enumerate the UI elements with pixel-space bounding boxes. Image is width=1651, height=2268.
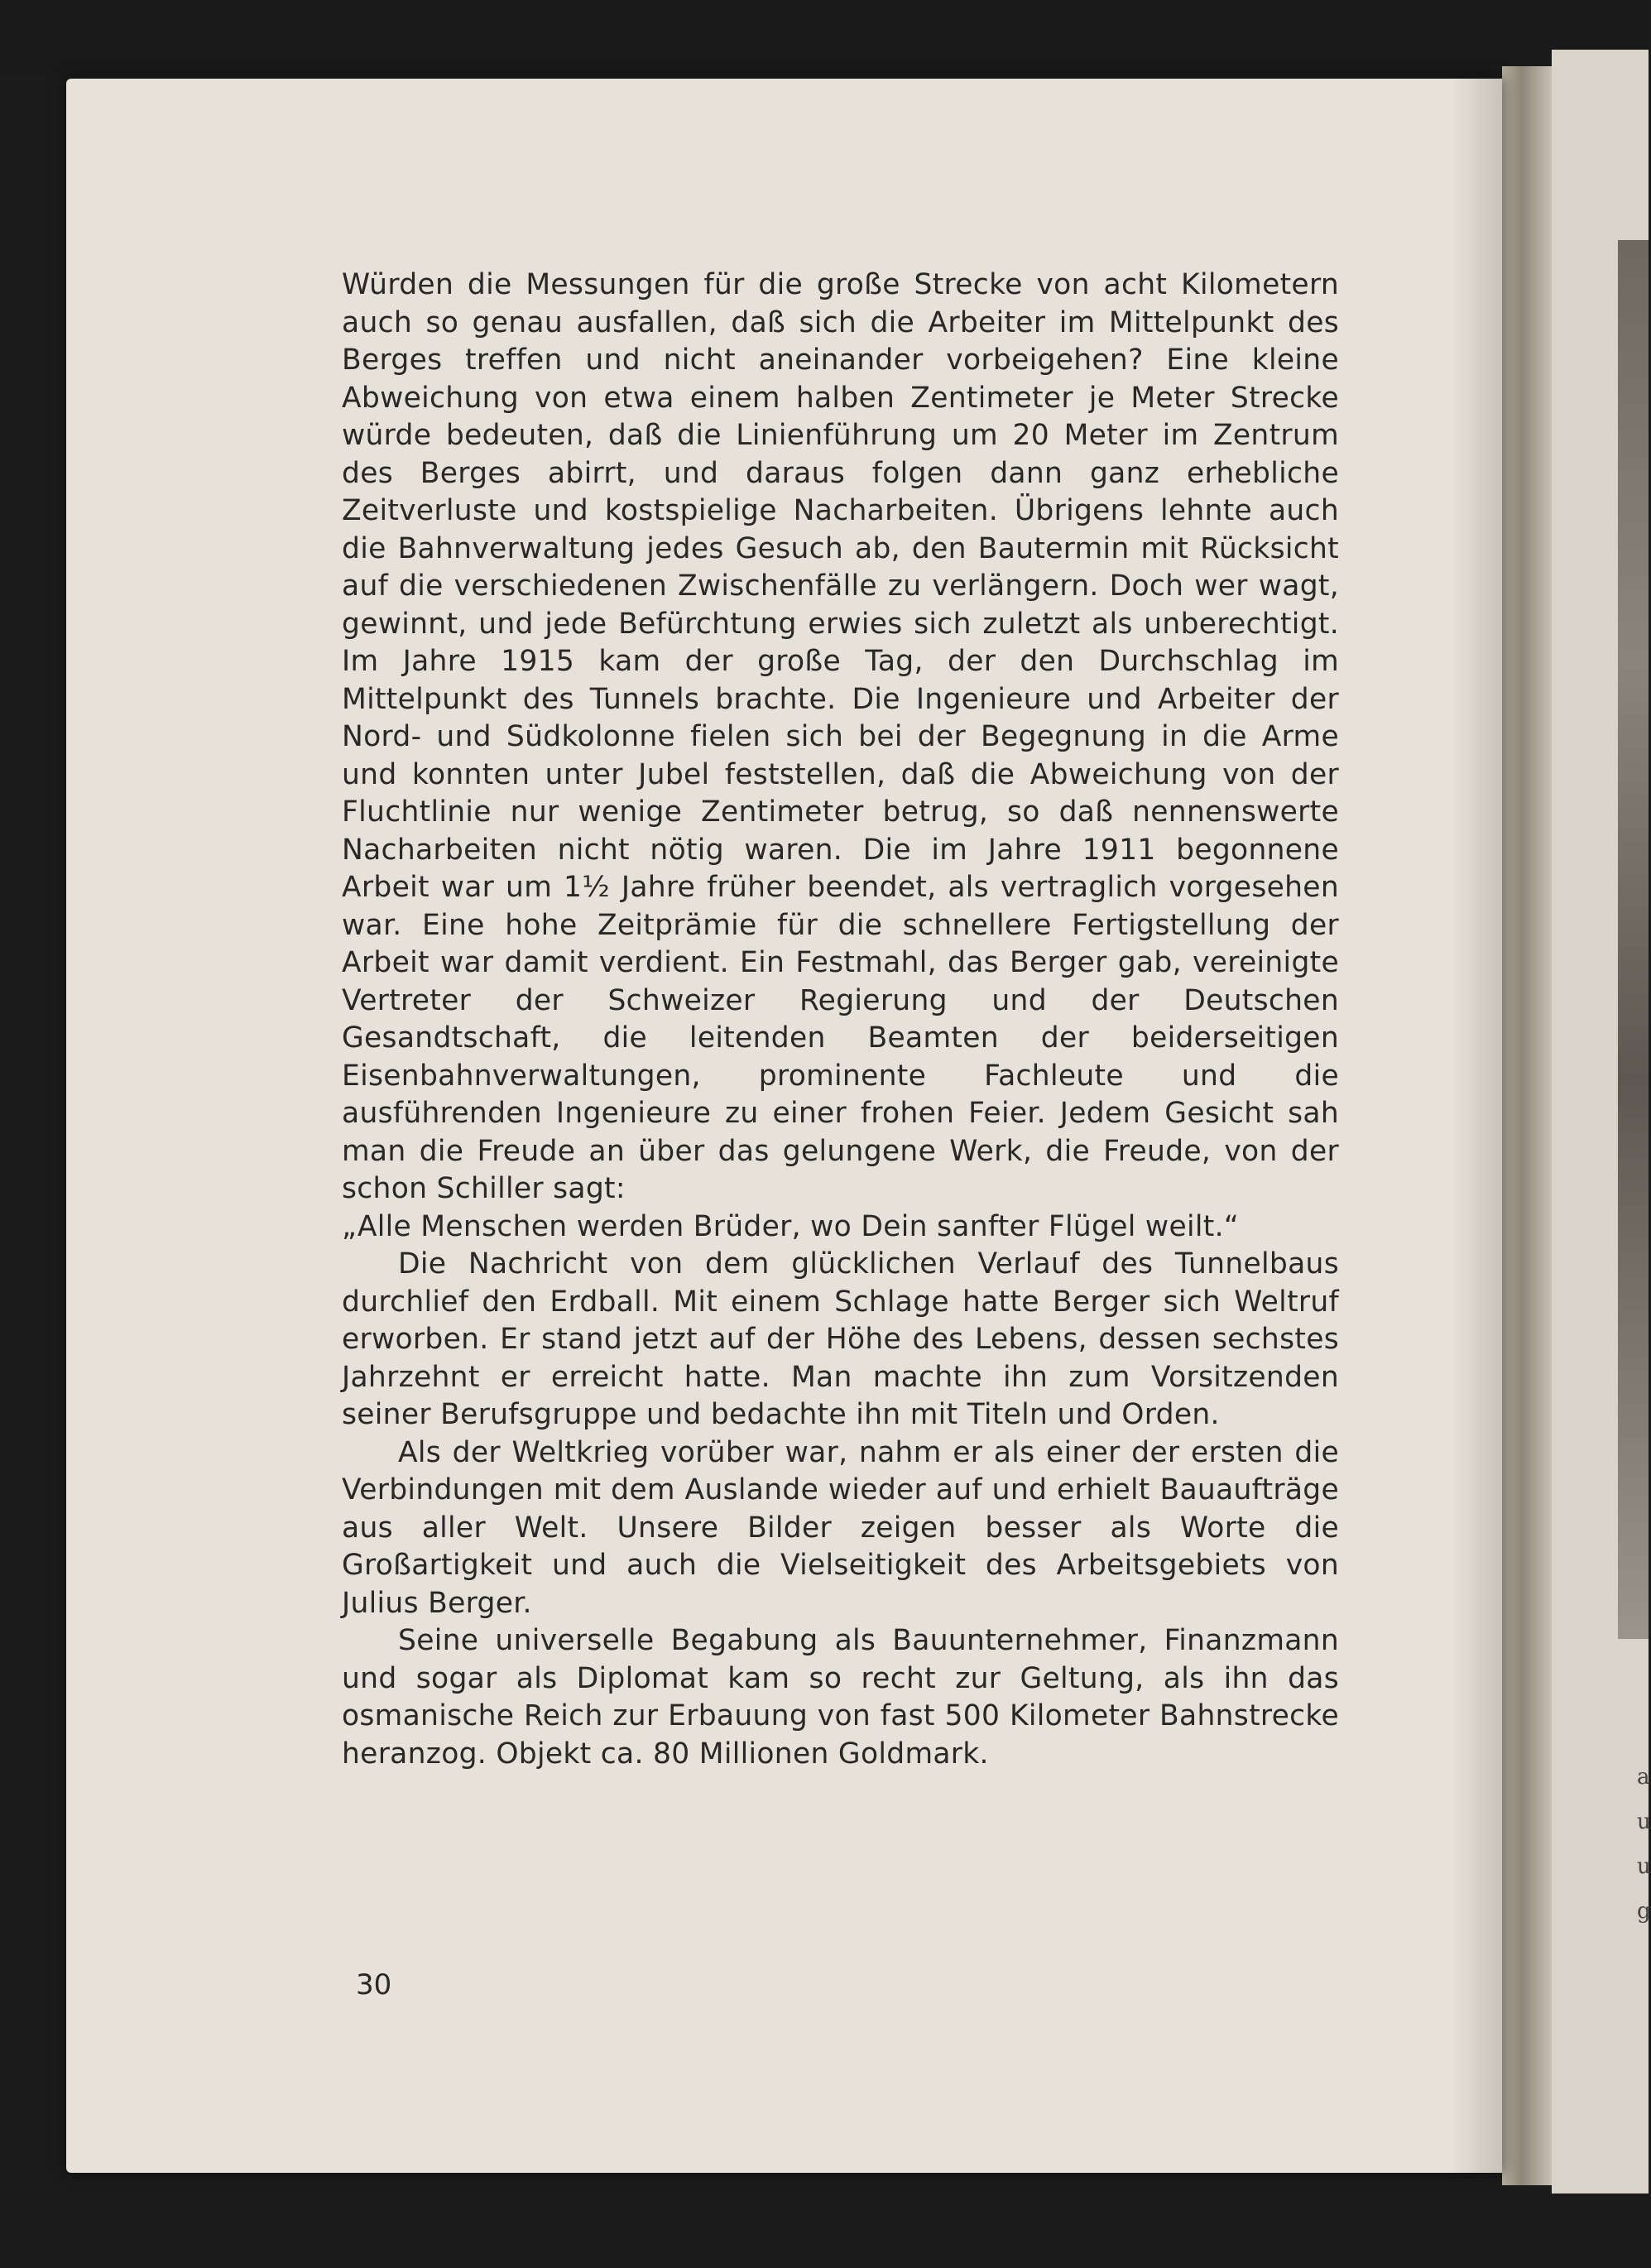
edge-char: g [1637, 1899, 1651, 1924]
book-gutter [1502, 66, 1552, 2185]
edge-char: u [1637, 1854, 1651, 1879]
page-text [342, 267, 1339, 1773]
edge-char: u [1637, 1809, 1651, 1834]
paragraph: Seine universelle Begabung als Bauunternehmer, Finanzmann und sogar als Diplomat kam so recht zur Geltung, als ihn das osmanische Reich zur Erbauung von fast 500 Kilometer Bahnstrecke heranzog. Objekt ca. 80 Millionen Goldmark. [342, 1624, 1339, 1771]
facing-page-photo [1618, 240, 1649, 1639]
paragraph: Die Nachricht von dem glücklichen Verlauf des Tunnelbaus durchlief den Erdball. Mit einem Schlage hatte Berger sich Weltruf erworben. Er stand jetzt auf der Höhe des Lebens, dessen sechstes Jahrzehnt er erreicht hatte. Man machte ihn zum Vorsitzenden seiner Berufsgruppe und bedachte ihn mit Titeln und Orden. [342, 1247, 1339, 1431]
quote-paragraph: „Alle Menschen werden Brüder, wo Dein sanfter Flügel weilt.“ [342, 1209, 1240, 1243]
paragraph: Als der Weltkrieg vorüber war, nahm er als einer der ersten die Verbindungen mit dem Auslande wieder auf und erhielt Bauaufträge aus aller Welt. Unsere Bilder zeigen besser als Worte die Großartigkeit und auch die Vielseitigkeit des Arbeitsgebiets von Julius Berger. [342, 1435, 1339, 1620]
background-top [0, 0, 1649, 74]
facing-page-edge-text [1637, 1755, 1649, 1934]
page-number: 30 [356, 1968, 392, 2001]
paragraph: Würden die Messungen für die große Strecke von acht Kilometern auch so genau ausfallen, daß sich die Arbeiter im Mittelpunkt des Berges treffen und nicht aneinander vorbeigehen? Eine kleine Abweichung von etwa einem halben Zentimeter je Meter Strecke würde bedeuten, daß die Linienführung um 20 Meter im Zentrum des Berges abirrt, und daraus folgen dann ganz erhebliche Zeitverluste und kostspielige Nacharbeiten. Übrigens lehnte auch die Bahnverwaltung jedes Gesuch ab, den Bautermin mit Rücksicht auf die verschiedenen Zwischenfälle zu verlängern. Doch wer wagt, gewinnt, und jede Befürchtung erwies sich zuletzt als unberechtigt. Im Jahre 1915 kam der große Tag, der den Durchschlag im Mittelpunkt des Tunnels brachte. Die Ingenieure und Arbeiter der Nord- und Südkolonne fielen sich bei der Begegnung in die Arme und konnten unter Jubel feststellen, daß die Abweichung von der Fluchtlinie nur wenige Zentimeter betrug, so daß nennenswerte Nacharbeiten nicht nötig waren. Die im Jahre 1911 begonnene Arbeit war um 1½ Jahre früher beendet, als vertraglich vorgesehen war. Eine hohe Zeitprämie für die schnellere Fertigstellung der Arbeit war damit verdient. Ein Festmahl, das Berger gab, vereinigte Vertreter der Schweizer Regierung und der Deutschen Gesandtschaft, die leitenden Beamten der beiderseitigen Eisenbahnverwaltungen, prominente Fachleute und die ausführenden Ingenieure zu einer frohen Feier. Jedem Gesicht sah man die Freude an über das gelungene Werk, die Freude, von der schon Schiller sagt: [342, 268, 1339, 1205]
edge-char: a [1637, 1765, 1650, 1790]
